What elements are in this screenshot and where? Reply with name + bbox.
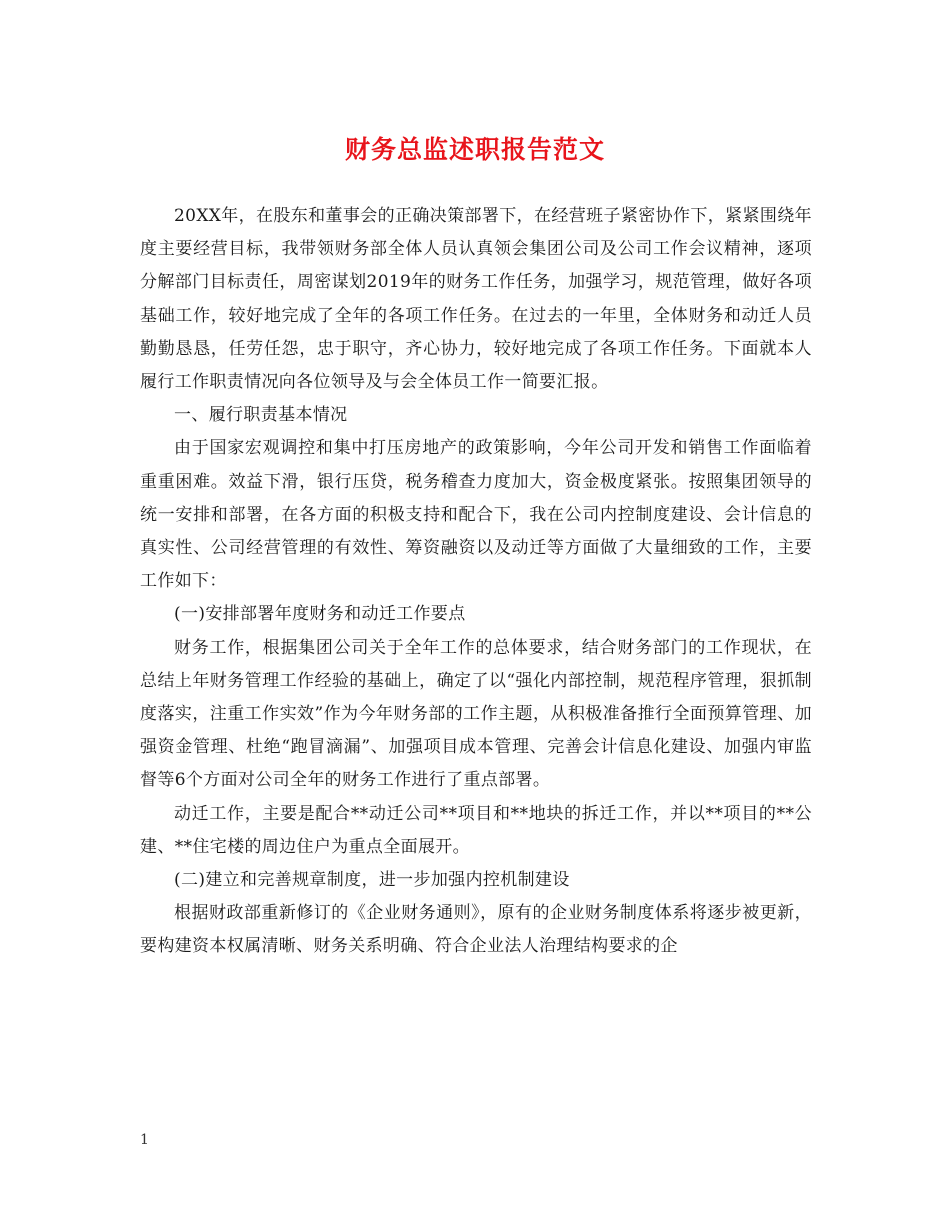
- paragraph: 财务工作，根据集团公司关于全年工作的总体要求，结合财务部门的工作现状，在总结上年财务管理工作经验的基础上，确定了以“强化内部控制，规范程序管理，狠抓制度落实，注重工作实效”作为今年财务部的工作主题，从积极准备推行全面预算管理、加强资金管理、杜绝“跑冒滴漏”、加强项目成本管理、完善会计信息化建设、加强内审监督等6个方面对公司全年的财务工作进行了重点部署。: [140, 637, 812, 791]
- subsection-heading: (二)建立和完善规章制度，进一步加强内控机制建设: [174, 870, 570, 891]
- document-body: [140, 200, 812, 964]
- page-number: 1: [140, 1132, 149, 1148]
- paragraph: 动迁工作，主要是配合**动迁公司**项目和**地块的拆迁工作，并以**项目的**公建、**住宅楼的周边住户为重点全面展开。: [140, 803, 812, 857]
- paragraph: 由于国家宏观调控和集中打压房地产的政策影响，今年公司开发和销售工作面临着重重困难。效益下滑，银行压贷，税务稽查力度加大，资金极度紧张。按照集团领导的统一安排和部署，在各方面的积极支持和配合下，我在公司内控制度建设、会计信息的真实性、公司经营管理的有效性、筹资融资以及动迁等方面做了大量细致的工作，主要工作如下：: [140, 438, 812, 592]
- paragraph: 20XX年，在股东和董事会的正确决策部署下，在经营班子紧密协作下，紧紧围绕年度主要经营目标，我带领财务部全体人员认真领会集团公司及公司工作会议精神，逐项分解部门目标责任，周密谋划2019年的财务工作任务，加强学习，规范管理，做好各项基础工作，较好地完成了全年的各项工作任务。在过去的一年里，全体财务和动迁人员勤勤恳恳，任劳任怨，忠于职守，齐心协力，较好地完成了各项工作任务。下面就本人履行工作职责情况向各位领导及与会全体员工作一简要汇报。: [140, 206, 812, 393]
- document-title: 财务总监述职报告范文: [344, 135, 605, 164]
- subsection-heading: (一)安排部署年度财务和动迁工作要点: [174, 604, 466, 625]
- section-heading: 一、履行职责基本情况: [174, 405, 348, 426]
- paragraph: 根据财政部重新修订的《企业财务通则》，原有的企业财务制度体系将逐步被更新，要构建资本权属清晰、财务关系明确、符合企业法人治理结构要求的企: [140, 903, 812, 957]
